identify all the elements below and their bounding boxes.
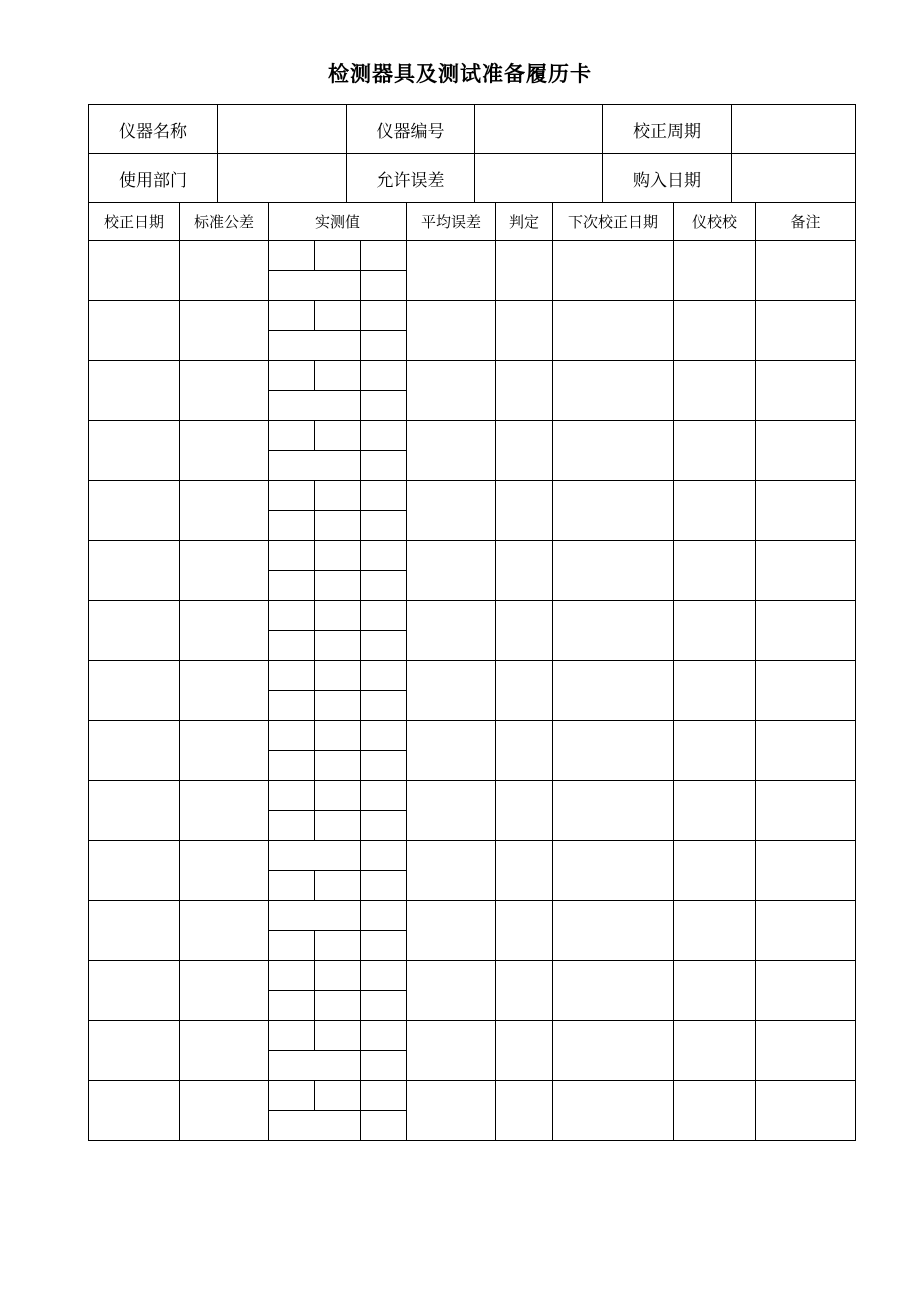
measured-value-cell[interactable] bbox=[361, 871, 407, 901]
calibration-date-cell[interactable] bbox=[89, 781, 180, 841]
measured-value-cell[interactable] bbox=[269, 991, 315, 1021]
calibrator-cell[interactable] bbox=[674, 781, 756, 841]
measured-value-cell[interactable] bbox=[315, 571, 361, 601]
calibration-cycle-field[interactable] bbox=[732, 105, 856, 154]
next-calibration-date-cell[interactable] bbox=[553, 841, 674, 901]
measured-value-cell[interactable] bbox=[361, 931, 407, 961]
judgement-cell[interactable] bbox=[496, 781, 553, 841]
measured-value-cell[interactable] bbox=[269, 661, 315, 691]
standard-tolerance-cell[interactable] bbox=[180, 841, 269, 901]
judgement-cell[interactable] bbox=[496, 241, 553, 301]
standard-tolerance-cell[interactable] bbox=[180, 421, 269, 481]
average-error-cell[interactable] bbox=[407, 301, 496, 361]
record-row bbox=[89, 421, 856, 451]
next-calibration-date-cell[interactable] bbox=[553, 601, 674, 661]
judgement-cell[interactable] bbox=[496, 601, 553, 661]
next-calibration-date-cell[interactable] bbox=[553, 481, 674, 541]
remarks-cell[interactable] bbox=[756, 721, 856, 781]
average-error-cell[interactable] bbox=[407, 601, 496, 661]
average-error-cell[interactable] bbox=[407, 961, 496, 1021]
next-calibration-date-cell[interactable] bbox=[553, 1081, 674, 1141]
measured-value-cell[interactable] bbox=[269, 601, 315, 631]
measured-value-cell[interactable] bbox=[269, 331, 361, 361]
measured-value-cell[interactable] bbox=[315, 601, 361, 631]
measured-value-cell[interactable] bbox=[361, 991, 407, 1021]
calibration-date-cell[interactable] bbox=[89, 1021, 180, 1081]
standard-tolerance-cell[interactable] bbox=[180, 1081, 269, 1141]
measured-value-cell[interactable] bbox=[315, 1021, 361, 1051]
standard-tolerance-cell[interactable] bbox=[180, 721, 269, 781]
next-calibration-date-cell[interactable] bbox=[553, 241, 674, 301]
measured-value-cell[interactable] bbox=[269, 1021, 315, 1051]
measured-value-cell[interactable] bbox=[269, 751, 315, 781]
col-calibration-date: 校正日期 bbox=[89, 203, 180, 241]
col-remarks: 备注 bbox=[756, 203, 856, 241]
calibrator-cell[interactable] bbox=[674, 241, 756, 301]
purchase-date-field[interactable] bbox=[732, 154, 856, 203]
average-error-cell[interactable] bbox=[407, 781, 496, 841]
calibrator-cell[interactable] bbox=[674, 961, 756, 1021]
measured-value-cell[interactable] bbox=[269, 1111, 361, 1141]
average-error-cell[interactable] bbox=[407, 901, 496, 961]
judgement-cell[interactable] bbox=[496, 961, 553, 1021]
calibration-date-cell[interactable] bbox=[89, 241, 180, 301]
remarks-cell[interactable] bbox=[756, 241, 856, 301]
instrument-name-field[interactable] bbox=[218, 105, 347, 154]
measured-value-cell[interactable] bbox=[315, 751, 361, 781]
measured-value-cell[interactable] bbox=[315, 1081, 361, 1111]
record-row bbox=[89, 361, 856, 391]
calibrator-cell[interactable] bbox=[674, 1021, 756, 1081]
next-calibration-date-cell[interactable] bbox=[553, 361, 674, 421]
measured-value-cell[interactable] bbox=[361, 601, 407, 631]
calibration-date-cell[interactable] bbox=[89, 481, 180, 541]
judgement-cell[interactable] bbox=[496, 481, 553, 541]
measured-value-cell[interactable] bbox=[269, 361, 315, 391]
measured-value-cell[interactable] bbox=[315, 511, 361, 541]
average-error-cell[interactable] bbox=[407, 841, 496, 901]
measured-value-cell[interactable] bbox=[269, 1051, 361, 1081]
purchase-date-label: 购入日期 bbox=[603, 154, 732, 203]
record-row bbox=[89, 601, 856, 631]
col-next-calibration-date: 下次校正日期 bbox=[553, 203, 674, 241]
record-row bbox=[89, 481, 856, 511]
col-calibrator: 仪校校 bbox=[674, 203, 756, 241]
page-title: 检测器具及测试准备履历卡 bbox=[328, 62, 592, 86]
judgement-cell[interactable] bbox=[496, 301, 553, 361]
measured-value-cell[interactable] bbox=[361, 391, 407, 421]
calibrator-cell[interactable] bbox=[674, 481, 756, 541]
measured-value-cell[interactable] bbox=[269, 511, 315, 541]
measured-value-cell[interactable] bbox=[361, 751, 407, 781]
remarks-cell[interactable] bbox=[756, 1081, 856, 1141]
record-row bbox=[89, 901, 856, 931]
next-calibration-date-cell[interactable] bbox=[553, 901, 674, 961]
record-row bbox=[89, 661, 856, 691]
measured-value-cell[interactable] bbox=[269, 451, 361, 481]
measured-value-cell[interactable] bbox=[361, 481, 407, 511]
standard-tolerance-cell[interactable] bbox=[180, 781, 269, 841]
calibrator-cell[interactable] bbox=[674, 721, 756, 781]
standard-tolerance-cell[interactable] bbox=[180, 301, 269, 361]
measured-value-cell[interactable] bbox=[361, 271, 407, 301]
measured-value-cell[interactable] bbox=[361, 451, 407, 481]
standard-tolerance-cell[interactable] bbox=[180, 541, 269, 601]
remarks-cell[interactable] bbox=[756, 301, 856, 361]
measured-value-cell[interactable] bbox=[361, 961, 407, 991]
remarks-cell[interactable] bbox=[756, 901, 856, 961]
record-row bbox=[89, 1021, 856, 1051]
measured-value-cell[interactable] bbox=[361, 1021, 407, 1051]
calibrator-cell[interactable] bbox=[674, 421, 756, 481]
measured-value-cell[interactable] bbox=[361, 661, 407, 691]
measured-value-cell[interactable] bbox=[269, 841, 361, 871]
calibration-date-cell[interactable] bbox=[89, 841, 180, 901]
next-calibration-date-cell[interactable] bbox=[553, 541, 674, 601]
record-row bbox=[89, 721, 856, 751]
measured-value-cell[interactable] bbox=[361, 811, 407, 841]
measured-value-cell[interactable] bbox=[361, 331, 407, 361]
calibrator-cell[interactable] bbox=[674, 901, 756, 961]
remarks-cell[interactable] bbox=[756, 961, 856, 1021]
measured-value-cell[interactable] bbox=[269, 481, 315, 511]
average-error-cell[interactable] bbox=[407, 721, 496, 781]
calibration-date-cell[interactable] bbox=[89, 361, 180, 421]
judgement-cell[interactable] bbox=[496, 901, 553, 961]
calibrator-cell[interactable] bbox=[674, 661, 756, 721]
next-calibration-date-cell[interactable] bbox=[553, 781, 674, 841]
measured-value-cell[interactable] bbox=[361, 511, 407, 541]
calibrator-cell[interactable] bbox=[674, 361, 756, 421]
measured-value-cell[interactable] bbox=[315, 661, 361, 691]
average-error-cell[interactable] bbox=[407, 361, 496, 421]
measured-value-cell[interactable] bbox=[315, 691, 361, 721]
average-error-cell[interactable] bbox=[407, 481, 496, 541]
measured-value-cell[interactable] bbox=[269, 691, 315, 721]
judgement-cell[interactable] bbox=[496, 721, 553, 781]
measured-value-cell[interactable] bbox=[315, 361, 361, 391]
judgement-cell[interactable] bbox=[496, 1021, 553, 1081]
record-row bbox=[89, 541, 856, 571]
remarks-cell[interactable] bbox=[756, 601, 856, 661]
remarks-cell[interactable] bbox=[756, 421, 856, 481]
standard-tolerance-cell[interactable] bbox=[180, 961, 269, 1021]
instrument-no-label: 仪器编号 bbox=[347, 105, 475, 154]
standard-tolerance-cell[interactable] bbox=[180, 601, 269, 661]
calibration-date-cell[interactable] bbox=[89, 961, 180, 1021]
standard-tolerance-cell[interactable] bbox=[180, 1021, 269, 1081]
judgement-cell[interactable] bbox=[496, 421, 553, 481]
measured-value-cell[interactable] bbox=[361, 901, 407, 931]
calibrator-cell[interactable] bbox=[674, 841, 756, 901]
instrument-name-label: 仪器名称 bbox=[89, 105, 218, 154]
measured-value-cell[interactable] bbox=[269, 241, 315, 271]
measured-value-cell[interactable] bbox=[361, 721, 407, 751]
calibration-log-table bbox=[88, 202, 856, 1141]
measured-value-cell[interactable] bbox=[269, 541, 315, 571]
remarks-cell[interactable] bbox=[756, 661, 856, 721]
calibrator-cell[interactable] bbox=[674, 601, 756, 661]
measured-value-cell[interactable] bbox=[269, 271, 361, 301]
next-calibration-date-cell[interactable] bbox=[553, 1021, 674, 1081]
calibrator-cell[interactable] bbox=[674, 1081, 756, 1141]
measured-value-cell[interactable] bbox=[315, 541, 361, 571]
standard-tolerance-cell[interactable] bbox=[180, 661, 269, 721]
remarks-cell[interactable] bbox=[756, 541, 856, 601]
instrument-info-table bbox=[88, 104, 856, 203]
instrument-no-field[interactable] bbox=[475, 105, 603, 154]
average-error-cell[interactable] bbox=[407, 241, 496, 301]
measured-value-cell[interactable] bbox=[269, 961, 315, 991]
measured-value-cell[interactable] bbox=[315, 241, 361, 271]
judgement-cell[interactable] bbox=[496, 541, 553, 601]
calibration-date-cell[interactable] bbox=[89, 601, 180, 661]
measured-value-cell[interactable] bbox=[269, 1081, 315, 1111]
standard-tolerance-cell[interactable] bbox=[180, 481, 269, 541]
column-header-row bbox=[89, 203, 856, 241]
calibration-date-cell[interactable] bbox=[89, 901, 180, 961]
allowed-error-label: 允许误差 bbox=[347, 154, 475, 203]
calibration-cycle-label: 校正周期 bbox=[603, 105, 732, 154]
next-calibration-date-cell[interactable] bbox=[553, 301, 674, 361]
measured-value-cell[interactable] bbox=[315, 871, 361, 901]
measured-value-cell[interactable] bbox=[269, 931, 315, 961]
judgement-cell[interactable] bbox=[496, 361, 553, 421]
judgement-cell[interactable] bbox=[496, 1081, 553, 1141]
judgement-cell[interactable] bbox=[496, 841, 553, 901]
measured-value-cell[interactable] bbox=[361, 421, 407, 451]
col-measured-value: 实测值 bbox=[269, 203, 407, 241]
remarks-cell[interactable] bbox=[756, 361, 856, 421]
record-row bbox=[89, 1081, 856, 1111]
record-row bbox=[89, 781, 856, 811]
measured-value-cell[interactable] bbox=[361, 541, 407, 571]
measured-value-cell[interactable] bbox=[315, 931, 361, 961]
average-error-cell[interactable] bbox=[407, 1081, 496, 1141]
measured-value-cell[interactable] bbox=[269, 811, 315, 841]
average-error-cell[interactable] bbox=[407, 661, 496, 721]
measured-value-cell[interactable] bbox=[269, 871, 315, 901]
measured-value-cell[interactable] bbox=[361, 241, 407, 271]
record-row bbox=[89, 841, 856, 871]
average-error-cell[interactable] bbox=[407, 421, 496, 481]
calibrator-cell[interactable] bbox=[674, 541, 756, 601]
calibration-date-cell[interactable] bbox=[89, 661, 180, 721]
measured-value-cell[interactable] bbox=[361, 631, 407, 661]
col-standard-tolerance: 标准公差 bbox=[180, 203, 269, 241]
record-row bbox=[89, 961, 856, 991]
measured-value-cell[interactable] bbox=[361, 361, 407, 391]
measured-value-cell[interactable] bbox=[269, 781, 315, 811]
col-average-error: 平均误差 bbox=[407, 203, 496, 241]
department-field[interactable] bbox=[218, 154, 347, 203]
measured-value-cell[interactable] bbox=[361, 571, 407, 601]
next-calibration-date-cell[interactable] bbox=[553, 721, 674, 781]
measured-value-cell[interactable] bbox=[315, 811, 361, 841]
measured-value-cell[interactable] bbox=[269, 721, 315, 751]
allowed-error-field[interactable] bbox=[475, 154, 603, 203]
calibration-log-body bbox=[89, 241, 856, 1141]
measured-value-cell[interactable] bbox=[269, 631, 315, 661]
next-calibration-date-cell[interactable] bbox=[553, 421, 674, 481]
record-row bbox=[89, 241, 856, 271]
measured-value-cell[interactable] bbox=[361, 1081, 407, 1111]
calibration-date-cell[interactable] bbox=[89, 541, 180, 601]
remarks-cell[interactable] bbox=[756, 841, 856, 901]
measured-value-cell[interactable] bbox=[269, 301, 315, 331]
measured-value-cell[interactable] bbox=[269, 571, 315, 601]
measured-value-cell[interactable] bbox=[315, 721, 361, 751]
standard-tolerance-cell[interactable] bbox=[180, 901, 269, 961]
calibration-date-cell[interactable] bbox=[89, 721, 180, 781]
measured-value-cell[interactable] bbox=[315, 991, 361, 1021]
standard-tolerance-cell[interactable] bbox=[180, 361, 269, 421]
judgement-cell[interactable] bbox=[496, 661, 553, 721]
measured-value-cell[interactable] bbox=[269, 421, 315, 451]
measured-value-cell[interactable] bbox=[269, 391, 361, 421]
standard-tolerance-cell[interactable] bbox=[180, 241, 269, 301]
measured-value-cell[interactable] bbox=[315, 421, 361, 451]
remarks-cell[interactable] bbox=[756, 781, 856, 841]
calibrator-cell[interactable] bbox=[674, 301, 756, 361]
average-error-cell[interactable] bbox=[407, 541, 496, 601]
record-row bbox=[89, 301, 856, 331]
calibration-date-cell[interactable] bbox=[89, 421, 180, 481]
remarks-cell[interactable] bbox=[756, 1021, 856, 1081]
measured-value-cell[interactable] bbox=[315, 631, 361, 661]
measured-value-cell[interactable] bbox=[361, 781, 407, 811]
col-judgement: 判定 bbox=[496, 203, 553, 241]
measured-value-cell[interactable] bbox=[315, 961, 361, 991]
measured-value-cell[interactable] bbox=[361, 1111, 407, 1141]
measured-value-cell[interactable] bbox=[315, 781, 361, 811]
calibration-date-cell[interactable] bbox=[89, 1081, 180, 1141]
measured-value-cell[interactable] bbox=[361, 301, 407, 331]
measured-value-cell[interactable] bbox=[315, 481, 361, 511]
next-calibration-date-cell[interactable] bbox=[553, 661, 674, 721]
average-error-cell[interactable] bbox=[407, 1021, 496, 1081]
measured-value-cell[interactable] bbox=[361, 691, 407, 721]
measured-value-cell[interactable] bbox=[315, 301, 361, 331]
next-calibration-date-cell[interactable] bbox=[553, 961, 674, 1021]
department-label: 使用部门 bbox=[89, 154, 218, 203]
measured-value-cell[interactable] bbox=[361, 1051, 407, 1081]
measured-value-cell[interactable] bbox=[269, 901, 361, 931]
calibration-date-cell[interactable] bbox=[89, 301, 180, 361]
measured-value-cell[interactable] bbox=[361, 841, 407, 871]
remarks-cell[interactable] bbox=[756, 481, 856, 541]
